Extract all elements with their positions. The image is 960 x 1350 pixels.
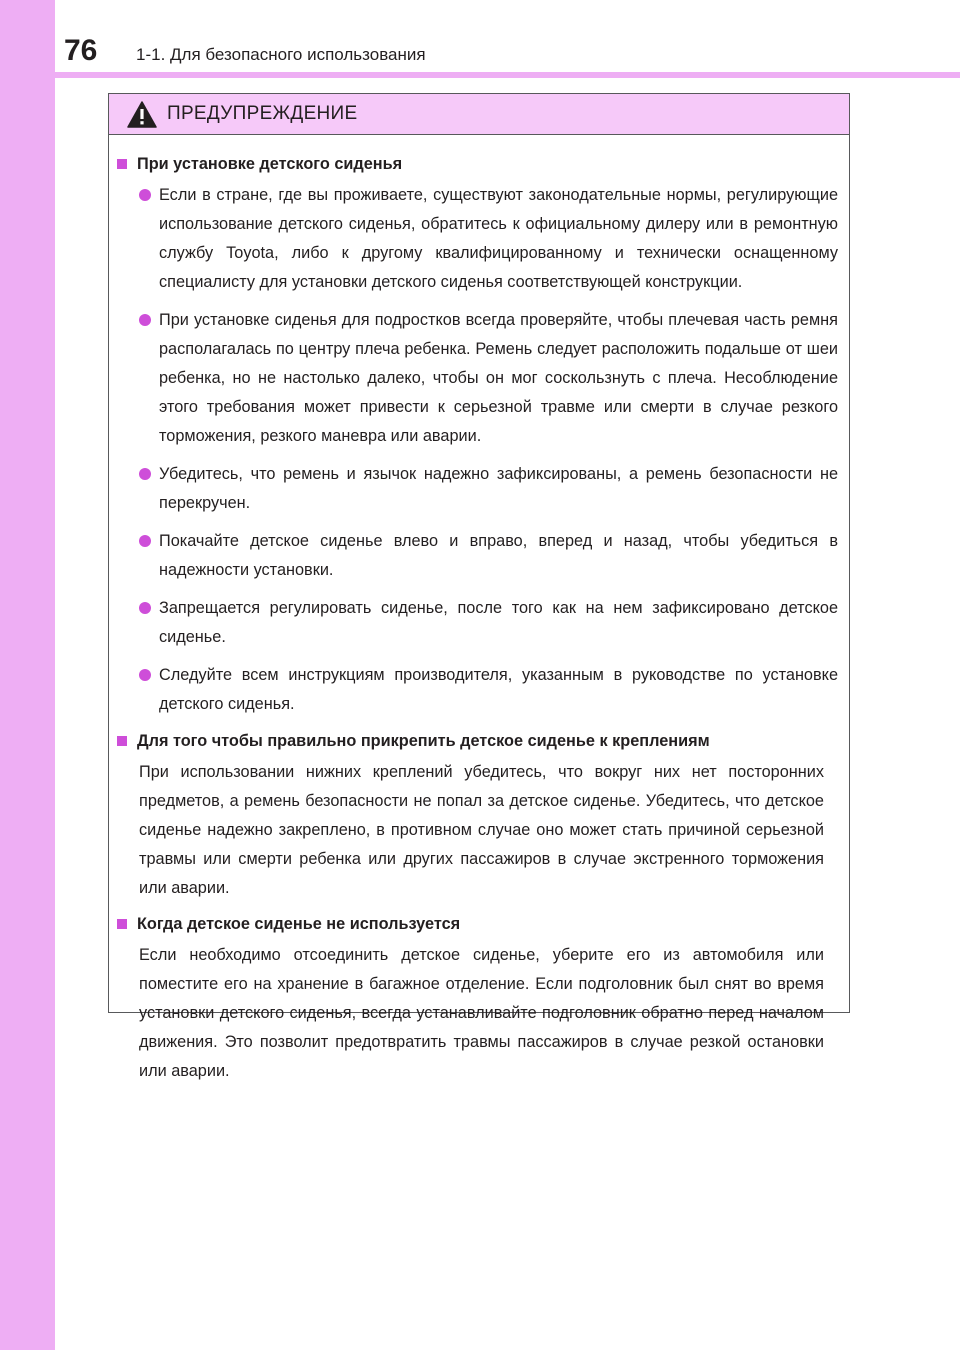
square-bullet-icon bbox=[117, 919, 127, 929]
round-bullet-icon bbox=[139, 314, 151, 326]
bullet-text: Следуйте всем инструкциям производителя, указанным в руководстве по установке детского сиденья. bbox=[159, 666, 838, 713]
square-bullet-icon bbox=[117, 736, 127, 746]
chapter-title: 1-1. Для безопасного использования bbox=[136, 45, 426, 64]
bullet-text: Покачайте детское сиденье влево и вправо, вперед и назад, чтобы убедиться в надежности установки. bbox=[159, 532, 838, 579]
paragraph-text: Если необходимо отсоединить детское сиденье, уберите его из автомобиля или поместите его на хранение в багажное отделение. Если подголовник был снят во время установки детского сиденья, всегда устанавливайте подголовник обратно перед началом движения. Это позволит предотвратить травмы пассажиров в случае резкой остановки или аварии. bbox=[139, 946, 824, 1080]
bullet-item bbox=[117, 661, 838, 719]
section-seat-not-in-use bbox=[117, 911, 838, 1086]
round-bullet-icon bbox=[139, 535, 151, 547]
section-heading-text: При установке детского сиденья bbox=[137, 155, 403, 173]
round-bullet-icon bbox=[139, 468, 151, 480]
section-heading bbox=[117, 151, 838, 177]
bullet-item bbox=[117, 460, 838, 518]
warning-title: ПРЕДУПРЕЖДЕНИЕ bbox=[167, 103, 358, 124]
warning-header bbox=[109, 94, 849, 135]
page-number: 76 bbox=[64, 34, 98, 67]
bullet-item bbox=[117, 594, 838, 652]
header-rule bbox=[55, 72, 960, 78]
square-bullet-icon bbox=[117, 159, 127, 169]
bullet-text: Если в стране, где вы проживаете, существуют законодательные нормы, регулирующие использование детского сиденья, обратитесь к официальному дилеру или в ремонтную службу Toyota, либо к другому квалифицированному и технически оснащенному специалисту для установки детского сиденья соответствующей конструкции. bbox=[159, 186, 838, 291]
section-heading bbox=[117, 728, 838, 754]
bullet-text: Убедитесь, что ремень и язычок надежно зафиксированы, а ремень безопасности не перекручен. bbox=[159, 465, 838, 512]
section-paragraph bbox=[117, 941, 838, 1086]
round-bullet-icon bbox=[139, 669, 151, 681]
paragraph-text: При использовании нижних креплений убедитесь, что вокруг них нет посторонних предметов, а ремень безопасности не попал за детское сиденье. Убедитесь, что детское сиденье надежно закреплено, в противном случае оно может стать причиной серьезной травмы или смерти ребенка или других пассажиров в случае экстренного торможения или аварии. bbox=[139, 763, 824, 897]
section-attaching-to-anchors bbox=[117, 728, 838, 903]
warning-triangle-icon bbox=[127, 101, 167, 128]
warning-body bbox=[109, 135, 849, 1086]
round-bullet-icon bbox=[139, 602, 151, 614]
section-installing-child-seat bbox=[117, 151, 838, 719]
side-color-band bbox=[0, 0, 55, 1350]
section-heading bbox=[117, 911, 838, 937]
round-bullet-icon bbox=[139, 189, 151, 201]
bullet-item bbox=[117, 527, 838, 585]
section-heading-text: Когда детское сиденье не используется bbox=[137, 915, 461, 933]
section-paragraph bbox=[117, 758, 838, 903]
bullet-text: Запрещается регулировать сиденье, после того как на нем зафиксировано детское сиденье. bbox=[159, 599, 838, 646]
section-heading-text: Для того чтобы правильно прикрепить детское сиденье к креплениям bbox=[137, 732, 710, 750]
bullet-item bbox=[117, 181, 838, 297]
bullet-text: При установке сиденья для подростков всегда проверяйте, чтобы плечевая часть ремня располагалась по центру плеча ребенка. Ремень следует расположить подальше от шеи ребенка, но не настолько далеко, чтобы он мог соскользнуть с плеча. Несоблюдение этого требования может привести к серьезной травме или смерти в случае резкого торможения, резкого маневра или аварии. bbox=[159, 311, 838, 445]
warning-box bbox=[108, 93, 850, 1080]
bullet-item bbox=[117, 306, 838, 451]
